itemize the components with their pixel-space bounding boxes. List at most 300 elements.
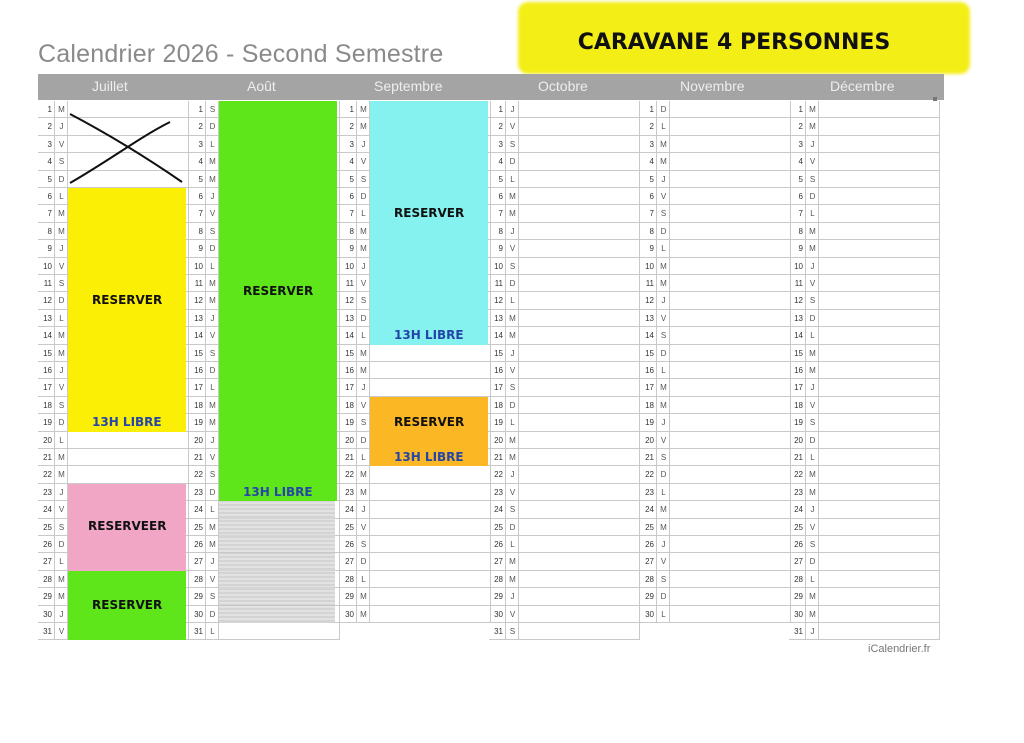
month-label-0: Juillet — [92, 78, 128, 94]
day-letter: M — [658, 275, 670, 291]
day-letter: S — [56, 153, 68, 169]
day-letter: J — [358, 379, 370, 395]
day-letter: M — [807, 345, 819, 361]
day-number: 12 — [340, 292, 357, 308]
day-number: 23 — [38, 484, 55, 500]
day-letter: D — [207, 484, 219, 500]
day-number: 5 — [38, 171, 55, 187]
day-letter: M — [507, 432, 519, 448]
month-label-5: Décembre — [830, 78, 895, 94]
day-number: 30 — [38, 606, 55, 622]
day-letter: D — [658, 466, 670, 482]
day-letter: S — [56, 397, 68, 413]
day-letter: D — [507, 153, 519, 169]
day-number: 12 — [38, 292, 55, 308]
day-number: 27 — [340, 553, 357, 569]
day-letter: S — [507, 136, 519, 152]
day-letter: L — [507, 292, 519, 308]
day-number: 21 — [38, 449, 55, 465]
day-number: 27 — [489, 553, 506, 569]
day-number: 29 — [340, 588, 357, 604]
day-number: 2 — [189, 118, 206, 134]
day-number: 23 — [640, 484, 657, 500]
day-number: 23 — [789, 484, 806, 500]
day-number: 18 — [789, 397, 806, 413]
day-letter: V — [658, 188, 670, 204]
day-letter: V — [658, 310, 670, 326]
day-letter: V — [207, 205, 219, 221]
day-letter: L — [207, 258, 219, 274]
day-number: 21 — [189, 449, 206, 465]
day-number: 4 — [189, 153, 206, 169]
scribble-mark — [219, 501, 335, 623]
day-number: 19 — [340, 414, 357, 430]
day-letter: D — [807, 188, 819, 204]
day-letter: D — [207, 362, 219, 378]
day-letter: D — [358, 310, 370, 326]
day-number: 28 — [340, 571, 357, 587]
day-number: 29 — [789, 588, 806, 604]
day-number: 15 — [489, 345, 506, 361]
day-number: 12 — [789, 292, 806, 308]
day-number: 5 — [340, 171, 357, 187]
day-number: 4 — [340, 153, 357, 169]
day-number: 5 — [189, 171, 206, 187]
day-letter: J — [807, 623, 819, 639]
day-letter: D — [56, 171, 68, 187]
day-letter: M — [358, 484, 370, 500]
day-number: 28 — [789, 571, 806, 587]
day-number: 25 — [189, 519, 206, 535]
day-letter: M — [507, 571, 519, 587]
day-number: 8 — [489, 223, 506, 239]
footer-credit: iCalendrier.fr — [868, 643, 931, 655]
day-letter: S — [507, 258, 519, 274]
day-number: 2 — [789, 118, 806, 134]
day-number: 30 — [789, 606, 806, 622]
day-letter: M — [56, 327, 68, 343]
day-letter: M — [358, 223, 370, 239]
month-label-1: Août — [247, 78, 276, 94]
day-letter: S — [807, 171, 819, 187]
day-number: 11 — [189, 275, 206, 291]
day-number: 16 — [189, 362, 206, 378]
day-number: 18 — [189, 397, 206, 413]
day-letter: V — [507, 118, 519, 134]
day-number: 13 — [640, 310, 657, 326]
day-number: 1 — [189, 101, 206, 117]
day-number: 19 — [189, 414, 206, 430]
day-letter: L — [807, 571, 819, 587]
day-letter: M — [807, 466, 819, 482]
day-number: 12 — [640, 292, 657, 308]
day-letter: M — [507, 188, 519, 204]
day-letter: L — [56, 310, 68, 326]
day-number: 6 — [640, 188, 657, 204]
day-letter: S — [807, 536, 819, 552]
day-letter: V — [56, 136, 68, 152]
day-number: 4 — [489, 153, 506, 169]
day-letter: M — [658, 519, 670, 535]
day-number: 14 — [38, 327, 55, 343]
day-number: 26 — [489, 536, 506, 552]
day-letter: S — [207, 101, 219, 117]
day-number: 19 — [789, 414, 806, 430]
day-number: 17 — [489, 379, 506, 395]
day-number: 8 — [38, 223, 55, 239]
day-letter: M — [207, 519, 219, 535]
day-number: 1 — [640, 101, 657, 117]
day-number: 16 — [38, 362, 55, 378]
day-number: 11 — [789, 275, 806, 291]
month-label-4: Novembre — [680, 78, 745, 94]
day-number: 20 — [640, 432, 657, 448]
day-letter: M — [207, 536, 219, 552]
day-letter: D — [358, 553, 370, 569]
day-number: 26 — [189, 536, 206, 552]
day-letter: M — [658, 258, 670, 274]
day-letter: M — [56, 571, 68, 587]
day-number: 6 — [789, 188, 806, 204]
reservation-label: RESERVEER — [88, 519, 167, 534]
day-letter: L — [358, 327, 370, 343]
day-letter: V — [507, 362, 519, 378]
day-letter: M — [358, 606, 370, 622]
day-number: 24 — [789, 501, 806, 517]
day-letter: L — [358, 571, 370, 587]
day-number: 3 — [38, 136, 55, 152]
day-number: 7 — [640, 205, 657, 221]
day-letter: M — [807, 588, 819, 604]
day-number: 1 — [789, 101, 806, 117]
day-letter: L — [56, 553, 68, 569]
day-letter: M — [207, 275, 219, 291]
day-number: 1 — [38, 101, 55, 117]
day-letter: V — [807, 397, 819, 413]
day-number: 2 — [640, 118, 657, 134]
day-number: 2 — [38, 118, 55, 134]
day-number: 18 — [640, 397, 657, 413]
day-letter: M — [358, 588, 370, 604]
day-letter: S — [658, 449, 670, 465]
day-number: 3 — [640, 136, 657, 152]
day-letter: D — [658, 345, 670, 361]
day-number: 5 — [640, 171, 657, 187]
reservation-label: RESERVER — [92, 293, 163, 308]
day-number: 24 — [640, 501, 657, 517]
day-number: 21 — [640, 449, 657, 465]
day-number: 22 — [789, 466, 806, 482]
day-letter: D — [207, 118, 219, 134]
day-number: 10 — [189, 258, 206, 274]
day-number: 1 — [340, 101, 357, 117]
day-number: 21 — [789, 449, 806, 465]
day-letter: S — [807, 292, 819, 308]
day-letter: M — [358, 362, 370, 378]
day-letter: L — [56, 432, 68, 448]
day-number: 23 — [489, 484, 506, 500]
day-letter: J — [507, 588, 519, 604]
day-number: 10 — [38, 258, 55, 274]
day-letter: D — [807, 553, 819, 569]
day-letter: S — [507, 501, 519, 517]
day-number: 14 — [489, 327, 506, 343]
day-letter: S — [358, 414, 370, 430]
day-letter: S — [658, 205, 670, 221]
day-letter: M — [56, 345, 68, 361]
day-number: 12 — [489, 292, 506, 308]
day-number: 30 — [489, 606, 506, 622]
day-number: 23 — [340, 484, 357, 500]
day-number: 25 — [340, 519, 357, 535]
day-letter: D — [56, 292, 68, 308]
day-letter: V — [807, 153, 819, 169]
day-number: 25 — [489, 519, 506, 535]
day-letter: V — [507, 606, 519, 622]
page-title: Calendrier 2026 - Second Semestre — [38, 40, 444, 68]
day-number: 9 — [640, 240, 657, 256]
day-letter: J — [56, 362, 68, 378]
day-number: 4 — [640, 153, 657, 169]
reservation-label: RESERVER — [394, 414, 465, 429]
day-letter: L — [807, 205, 819, 221]
libre-note: 13H LIBRE — [394, 328, 464, 343]
day-number: 15 — [789, 345, 806, 361]
day-letter: S — [56, 275, 68, 291]
day-letter: S — [207, 345, 219, 361]
day-letter: D — [207, 606, 219, 622]
day-letter: V — [358, 153, 370, 169]
day-number: 28 — [640, 571, 657, 587]
day-number: 13 — [489, 310, 506, 326]
day-letter: J — [358, 258, 370, 274]
reservation-label: RESERVER — [92, 597, 163, 612]
day-number: 7 — [789, 205, 806, 221]
day-letter: V — [358, 519, 370, 535]
day-number: 22 — [640, 466, 657, 482]
day-letter: M — [658, 501, 670, 517]
day-letter: M — [207, 171, 219, 187]
day-number: 22 — [489, 466, 506, 482]
day-letter: M — [358, 345, 370, 361]
day-letter: V — [207, 327, 219, 343]
day-number: 17 — [189, 379, 206, 395]
day-number: 16 — [789, 362, 806, 378]
day-number: 2 — [489, 118, 506, 134]
day-number: 3 — [489, 136, 506, 152]
day-number: 18 — [340, 397, 357, 413]
day-number: 16 — [489, 362, 506, 378]
day-number: 30 — [340, 606, 357, 622]
day-letter: J — [507, 101, 519, 117]
day-letter: M — [56, 205, 68, 221]
day-letter: M — [658, 136, 670, 152]
day-letter: V — [56, 623, 68, 639]
day-number: 28 — [489, 571, 506, 587]
day-letter: M — [807, 484, 819, 500]
day-number: 31 — [189, 623, 206, 639]
day-letter: J — [207, 188, 219, 204]
day-letter: S — [207, 223, 219, 239]
day-letter: V — [207, 449, 219, 465]
day-number: 9 — [38, 240, 55, 256]
day-number: 6 — [38, 188, 55, 204]
day-number: 14 — [189, 327, 206, 343]
day-number: 15 — [340, 345, 357, 361]
day-number: 15 — [38, 345, 55, 361]
day-number: 3 — [789, 136, 806, 152]
day-letter: L — [507, 536, 519, 552]
day-number: 19 — [489, 414, 506, 430]
day-letter: L — [807, 327, 819, 343]
day-letter: J — [56, 240, 68, 256]
day-letter: L — [658, 362, 670, 378]
day-number: 17 — [789, 379, 806, 395]
month-label-2: Septembre — [374, 78, 443, 94]
day-number: 17 — [38, 379, 55, 395]
day-letter: L — [207, 136, 219, 152]
day-letter: J — [658, 414, 670, 430]
day-number: 26 — [789, 536, 806, 552]
day-letter: M — [358, 101, 370, 117]
day-number: 27 — [640, 553, 657, 569]
day-letter: D — [507, 519, 519, 535]
day-letter: S — [807, 414, 819, 430]
day-number: 20 — [789, 432, 806, 448]
day-letter: S — [658, 327, 670, 343]
day-letter: S — [507, 379, 519, 395]
day-number: 31 — [38, 623, 55, 639]
day-number: 25 — [789, 519, 806, 535]
day-letter: L — [207, 379, 219, 395]
day-letter: L — [507, 414, 519, 430]
day-letter: D — [507, 275, 519, 291]
day-number: 15 — [640, 345, 657, 361]
day-number: 5 — [789, 171, 806, 187]
day-number: 29 — [640, 588, 657, 604]
day-number: 25 — [640, 519, 657, 535]
day-letter: D — [507, 397, 519, 413]
day-number: 8 — [789, 223, 806, 239]
day-number: 9 — [489, 240, 506, 256]
day-number: 17 — [340, 379, 357, 395]
day-number: 24 — [489, 501, 506, 517]
day-letter: J — [56, 606, 68, 622]
day-number: 26 — [340, 536, 357, 552]
day-letter: L — [807, 449, 819, 465]
day-number: 11 — [38, 275, 55, 291]
reservation-label: RESERVER — [243, 284, 314, 299]
day-number: 13 — [789, 310, 806, 326]
day-number: 18 — [38, 397, 55, 413]
day-letter: S — [507, 623, 519, 639]
day-letter: J — [207, 553, 219, 569]
day-letter: L — [56, 188, 68, 204]
day-letter: S — [658, 571, 670, 587]
day-number: 10 — [640, 258, 657, 274]
day-number: 13 — [340, 310, 357, 326]
day-number: 20 — [489, 432, 506, 448]
day-number: 22 — [189, 466, 206, 482]
day-letter: J — [507, 466, 519, 482]
day-number: 5 — [489, 171, 506, 187]
day-number: 7 — [189, 205, 206, 221]
day-letter: M — [358, 240, 370, 256]
day-letter: M — [658, 379, 670, 395]
day-number: 25 — [38, 519, 55, 535]
day-letter: J — [358, 501, 370, 517]
day-number: 2 — [340, 118, 357, 134]
day-letter: V — [658, 553, 670, 569]
day-letter: M — [507, 449, 519, 465]
day-number: 11 — [489, 275, 506, 291]
day-letter: D — [658, 223, 670, 239]
day-letter: L — [207, 501, 219, 517]
day-letter: J — [658, 292, 670, 308]
day-number: 10 — [489, 258, 506, 274]
day-letter: M — [207, 414, 219, 430]
day-letter: J — [56, 484, 68, 500]
day-letter: V — [807, 275, 819, 291]
day-letter: M — [358, 466, 370, 482]
libre-note: 13H LIBRE — [243, 484, 313, 499]
day-letter: V — [358, 275, 370, 291]
day-letter: L — [207, 623, 219, 639]
day-number: 7 — [340, 205, 357, 221]
day-letter: M — [207, 292, 219, 308]
day-letter: M — [56, 449, 68, 465]
day-number: 13 — [38, 310, 55, 326]
day-number: 3 — [189, 136, 206, 152]
day-number: 24 — [189, 501, 206, 517]
day-number: 8 — [189, 223, 206, 239]
day-number: 10 — [789, 258, 806, 274]
day-number: 26 — [38, 536, 55, 552]
day-letter: M — [56, 101, 68, 117]
day-letter: M — [507, 553, 519, 569]
day-letter: J — [807, 136, 819, 152]
day-letter: S — [207, 466, 219, 482]
day-number: 31 — [789, 623, 806, 639]
day-number: 11 — [640, 275, 657, 291]
day-number: 6 — [489, 188, 506, 204]
day-number: 31 — [489, 623, 506, 639]
day-number: 19 — [38, 414, 55, 430]
banner-caravane: CARAVANE 4 PERSONNES — [577, 30, 891, 55]
day-number: 28 — [189, 571, 206, 587]
day-letter: M — [56, 466, 68, 482]
day-letter: M — [807, 606, 819, 622]
day-number: 22 — [340, 466, 357, 482]
day-letter: D — [807, 310, 819, 326]
day-letter: V — [658, 432, 670, 448]
day-number: 24 — [38, 501, 55, 517]
day-number: 27 — [789, 553, 806, 569]
day-number: 29 — [38, 588, 55, 604]
day-letter: V — [207, 571, 219, 587]
day-letter: M — [56, 223, 68, 239]
day-letter: V — [807, 519, 819, 535]
day-letter: M — [807, 240, 819, 256]
day-letter: M — [507, 327, 519, 343]
day-number: 19 — [640, 414, 657, 430]
day-letter: M — [207, 153, 219, 169]
day-letter: V — [507, 240, 519, 256]
day-number: 8 — [340, 223, 357, 239]
day-number: 29 — [489, 588, 506, 604]
day-letter: D — [56, 414, 68, 430]
day-number: 24 — [340, 501, 357, 517]
